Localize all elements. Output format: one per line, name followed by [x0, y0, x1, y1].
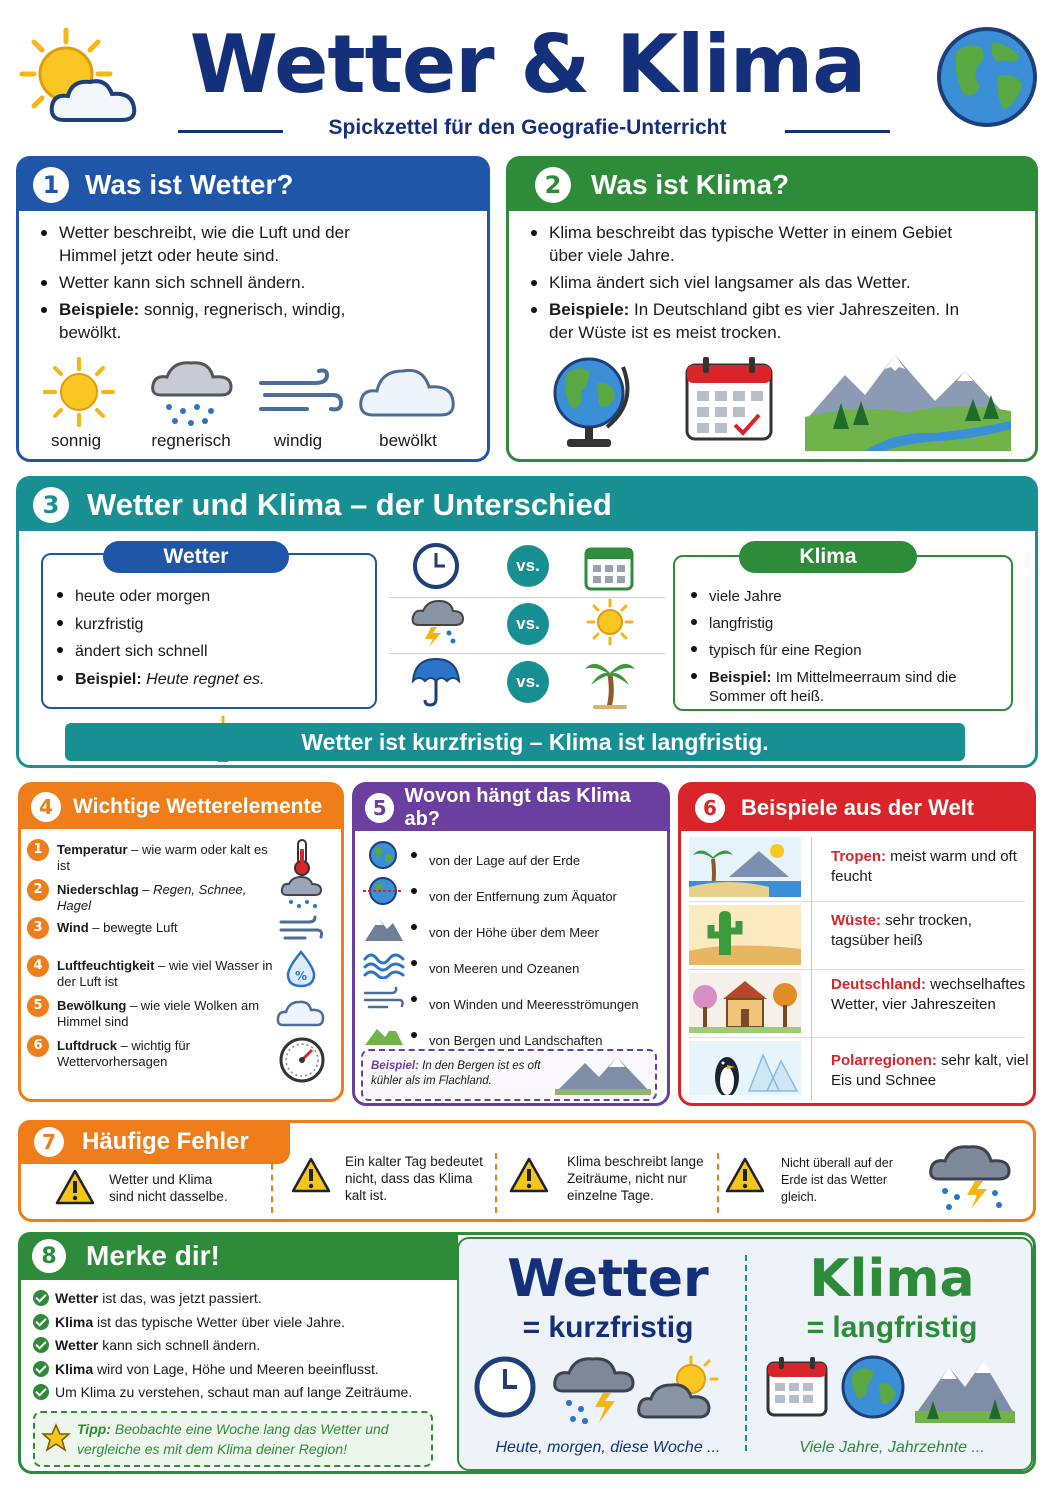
- list-item: Wetter beschreibt, wie die Luft und der Himmel jetzt oder heute sind.: [37, 221, 367, 267]
- example-text: Beispiel: In den Bergen ist es oft kühler als im Flachland.: [371, 1060, 541, 1087]
- list-item: von Winden und Meeresströmungen: [407, 987, 667, 1023]
- section-number: 8: [32, 1239, 66, 1273]
- bullet-list: [527, 221, 967, 344]
- warning-icon: [55, 1169, 95, 1205]
- globe-icon: [367, 839, 399, 871]
- page-title: Wetter & Klima: [189, 18, 866, 111]
- mistake-text: Ein kalter Tag bedeutet nicht, dass das Klima kalt ist.: [345, 1154, 483, 1203]
- section-difference: [16, 476, 1038, 768]
- list-item: ändert sich schnell: [53, 638, 363, 666]
- mountain-icon: [363, 913, 405, 943]
- bullet-list: [53, 583, 363, 693]
- list-item: 2 Niederschlag – Regen, Schnee, Hagel: [27, 879, 277, 917]
- landscape-icon: [363, 1021, 405, 1047]
- climate-caption: Viele Jahre, Jahrzehnte ...: [799, 1439, 985, 1456]
- list-item: Um Klima zu verstehen, schaut man auf lange Zeiträume.: [33, 1381, 453, 1405]
- calendar-icon: [583, 541, 635, 591]
- storm-cloud-icon: [549, 1351, 637, 1427]
- weather-pill: Wetter: [103, 541, 289, 573]
- storm-cloud-icon: [925, 1139, 1015, 1213]
- list-item: Wetter kann sich schnell ändern.: [37, 271, 367, 294]
- climate-summary-title: Klima: [809, 1249, 975, 1309]
- list-item: 6 Luftdruck – wichtig für Wettervorhersagen: [27, 1035, 277, 1075]
- mountain-icon: [915, 1353, 1015, 1423]
- tip-text: Tipp: Beobachte eine Woche lang das Wetter und vergleiche es mit dem Klima deiner Region!: [77, 1421, 389, 1457]
- section-header: [355, 785, 667, 831]
- section-number: 6: [695, 793, 725, 823]
- waves-icon: [363, 949, 405, 979]
- section-number: 5: [365, 793, 394, 823]
- polar-penguin-image: [689, 1041, 801, 1101]
- list-item: von der Höhe über dem Meer: [407, 915, 667, 951]
- climate-pill: Klima: [739, 541, 917, 573]
- section-number: 3: [33, 487, 69, 523]
- section-common-mistakes: [18, 1120, 1036, 1222]
- list-item: Beispiele: In Deutschland gibt es vier Jahreszeiten. In der Wüste ist es meist trocken.: [527, 298, 967, 344]
- element-list: [27, 839, 277, 1075]
- humidity-drop-icon: [283, 949, 319, 989]
- list-item: Wetter kann sich schnell ändern.: [33, 1334, 453, 1358]
- clock-icon: [411, 541, 461, 591]
- list-item: viele Jahre: [687, 583, 1005, 610]
- section-header: [18, 1120, 290, 1164]
- weather-summary-title: Wetter: [507, 1249, 709, 1309]
- umbrella-icon: [409, 655, 463, 709]
- globe-stand-icon: [545, 347, 635, 451]
- climate-summary-sub: = langfristig: [806, 1311, 978, 1344]
- section-title: Wovon hängt das Klima ab?: [404, 785, 631, 830]
- list-item: Wetter ist das, was jetzt passiert.: [33, 1287, 453, 1311]
- section-number: 2: [535, 167, 571, 203]
- list-item: Deutschland: wechselhaftes Wetter, vier Jahreszeiten: [831, 976, 1026, 1013]
- divider: [689, 969, 1025, 970]
- section-header: [509, 159, 1035, 211]
- wind-current-icon: [363, 985, 405, 1015]
- list-item: von Meeren und Ozeanen: [407, 951, 667, 987]
- list-item: von der Lage auf der Erde: [407, 843, 667, 879]
- tropics-image: [689, 837, 801, 897]
- wind-icon: [257, 367, 343, 423]
- equator-globe-icon: [363, 875, 403, 907]
- list-item: 3 Wind – bewegte Luft: [27, 917, 277, 955]
- section-climate: [506, 156, 1038, 462]
- warning-icon: [291, 1157, 331, 1193]
- desert-image: [689, 905, 801, 965]
- icon-caption: regnerisch: [151, 431, 231, 450]
- summary-banner: Wetter ist kurzfristig – Klima ist langfristig.: [65, 723, 965, 761]
- sun-icon: [39, 355, 119, 429]
- list-item: Beispiel: Im Mittelmeerraum sind die Sommer oft heiß.: [687, 664, 1005, 706]
- list-item: Tropen: meist warm und oft feucht: [831, 848, 1017, 885]
- section-weather-elements: [18, 782, 344, 1102]
- divider: [717, 1153, 719, 1213]
- icon-caption: sonnig: [50, 431, 102, 450]
- thermometer-icon: [287, 837, 317, 877]
- list-item: 4 Luftfeuchtigkeit – wie viel Wasser in der Luft ist: [27, 955, 277, 995]
- section-title: Merke dir!: [86, 1240, 220, 1271]
- list-item: Beispiel: Heute regnet es.: [53, 666, 363, 694]
- globe-icon: [839, 1353, 907, 1421]
- list-item: langfristig: [687, 610, 1005, 637]
- icon-caption: windig: [273, 431, 323, 450]
- section-number: 7: [34, 1127, 64, 1157]
- barometer-icon: [277, 1035, 327, 1085]
- icon-caption: bewölkt: [379, 431, 437, 450]
- list-item: von Bergen und Landschaften: [407, 1023, 667, 1059]
- rain-cloud-icon: [147, 355, 237, 429]
- section-header: [19, 479, 1035, 531]
- bullet-list: [687, 583, 1005, 706]
- check-icon: [33, 1314, 49, 1330]
- globe-icon: [934, 24, 1040, 130]
- mistake-text: Wetter und Klima sind nicht dasselbe.: [109, 1172, 228, 1204]
- section-title: Was ist Klima?: [591, 169, 790, 200]
- section-title: Wichtige Wetterelemente: [73, 795, 323, 818]
- section-number: 1: [33, 167, 69, 203]
- section-number: 4: [31, 792, 61, 822]
- list-item: Klima wird von Lage, Höhe und Meeren beeinflusst.: [33, 1358, 453, 1382]
- factor-list: [407, 843, 667, 1059]
- clock-icon: [473, 1355, 537, 1419]
- weather-summary-sub: = kurzfristig: [522, 1311, 694, 1344]
- list-item: typisch für eine Region: [687, 637, 1005, 664]
- section-remember: [18, 1232, 1036, 1474]
- warning-icon: [725, 1157, 765, 1193]
- section-header: [681, 785, 1033, 831]
- list-item: Klima ist das typische Wetter über viele Jahre.: [33, 1311, 453, 1335]
- mistake-text: Klima beschreibt lange Zeiträume, nicht nur einzelne Tage.: [567, 1154, 704, 1203]
- section-world-examples: [678, 782, 1036, 1106]
- list-item: Klima beschreibt das typische Wetter in einem Gebiet über viele Jahre.: [527, 221, 967, 267]
- landscape-icon: [805, 351, 1011, 451]
- snow-cloud-icon: [279, 875, 325, 911]
- list-item: 5 Bewölkung – wie viele Wolken am Himmel sind: [27, 995, 277, 1035]
- wind-icon: [277, 913, 325, 945]
- remember-list: [33, 1287, 453, 1405]
- calendar-icon: [765, 1355, 829, 1419]
- section-climate-factors: [352, 782, 670, 1106]
- list-item: Polarregionen: sehr kalt, viel Eis und Schnee: [831, 1052, 1029, 1089]
- section-title: Beispiele aus der Welt: [741, 795, 975, 820]
- list-item: von der Entfernung zum Äquator: [407, 879, 667, 915]
- list-item: Wüste: sehr trocken, tagsüber heiß: [831, 912, 972, 949]
- divider: [271, 1153, 273, 1213]
- cloud-icon: [355, 355, 459, 429]
- germany-house-image: [689, 973, 801, 1033]
- bullet-list: [37, 221, 367, 344]
- mistake-text: Nicht überall auf der Erde ist das Wetter gleich.: [781, 1156, 893, 1204]
- star-icon: [41, 1423, 71, 1453]
- section-title: Häufige Fehler: [82, 1128, 249, 1155]
- check-icon: [33, 1384, 49, 1400]
- sun-cloud-icon: [635, 1353, 719, 1425]
- list-item: Klima ändert sich viel langsamer als das Wetter.: [527, 271, 967, 294]
- storm-cloud-icon: [409, 597, 465, 649]
- section-header: [21, 785, 341, 829]
- vs-badge: vs.: [507, 545, 549, 587]
- section-header: [19, 159, 487, 211]
- calendar-icon: [683, 355, 775, 443]
- divider: [689, 901, 1025, 902]
- list-item: Beispiele: sonnig, regnerisch, windig, bewölkt.: [37, 298, 367, 344]
- palm-tree-icon: [583, 653, 637, 711]
- vs-badge: vs.: [507, 603, 549, 645]
- weather-caption: Heute, morgen, diese Woche ...: [495, 1439, 721, 1456]
- section-title: Was ist Wetter?: [85, 169, 294, 200]
- section-weather: [16, 156, 490, 462]
- list-item: heute oder morgen: [53, 583, 363, 611]
- check-icon: [33, 1337, 49, 1353]
- check-icon: [33, 1290, 49, 1306]
- section-title: Wetter und Klima – der Unterschied: [87, 487, 612, 522]
- check-icon: [33, 1361, 49, 1377]
- divider: [689, 1037, 1025, 1038]
- mountain-icon: [555, 1053, 651, 1095]
- warning-icon: [509, 1157, 549, 1193]
- cloud-icon: [275, 995, 327, 1031]
- page-subtitle: Spickzettel für den Geografie-Unterricht: [328, 116, 727, 139]
- svg-text:%: %: [294, 969, 308, 983]
- list-item: kurzfristig: [53, 611, 363, 639]
- section-header: [18, 1232, 458, 1280]
- vs-badge: vs.: [507, 661, 549, 703]
- sun-icon: [585, 597, 635, 647]
- list-item: 1 Temperatur – wie warm oder kalt es ist: [27, 839, 277, 879]
- divider: [495, 1153, 497, 1213]
